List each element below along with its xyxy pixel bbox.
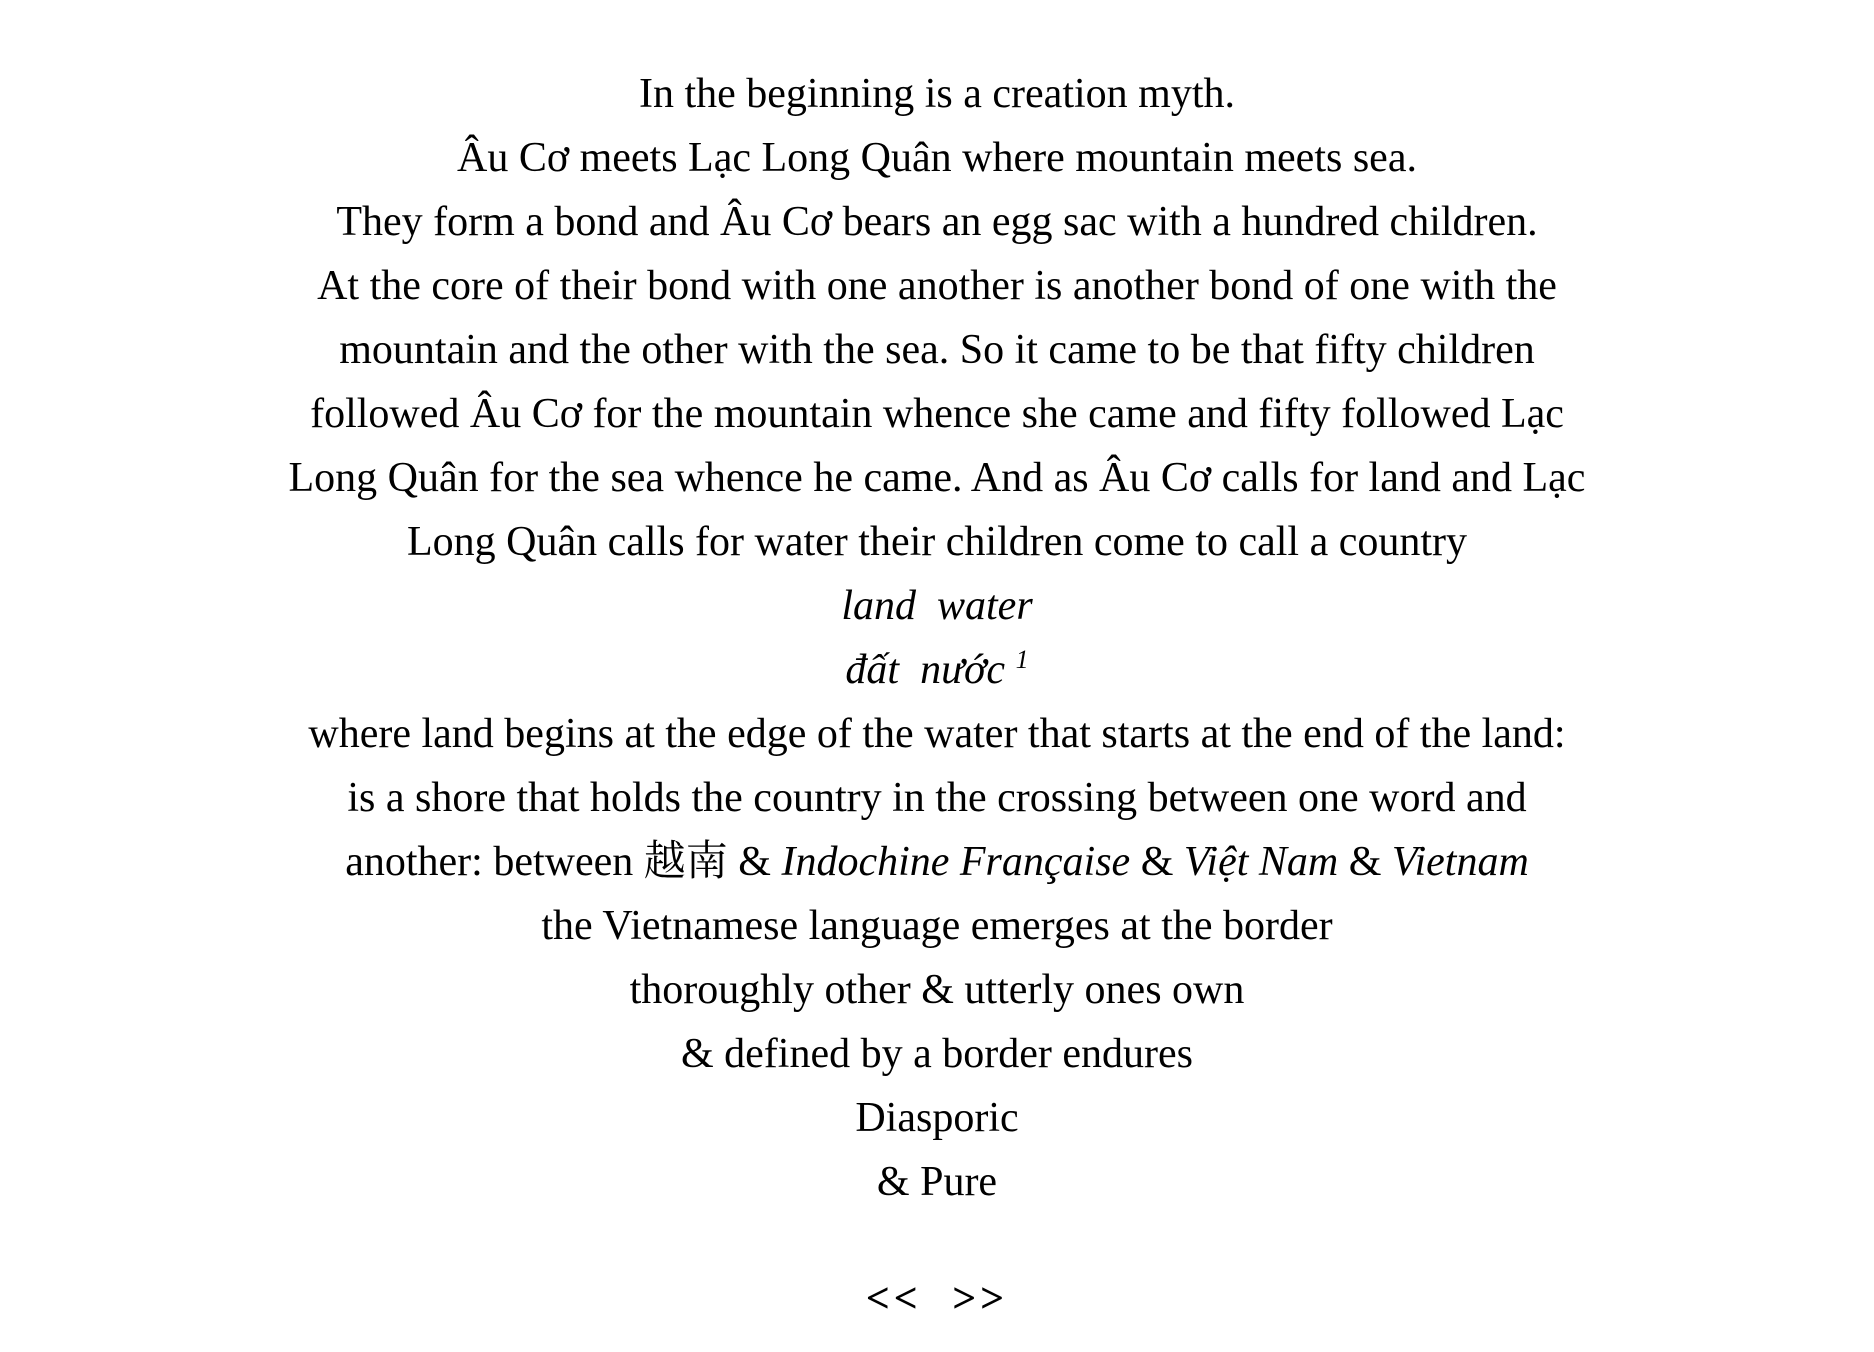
poem-line xyxy=(0,830,1874,894)
poem-line xyxy=(0,894,1874,958)
footnote-marker: 1 xyxy=(1015,645,1029,674)
poem-text-segment: Long Quân calls for water their children come to call a country xyxy=(406,519,1468,565)
poem-text-segment: where land begins at the edge of the water that starts at the end of the land: xyxy=(308,711,1566,757)
poem-text-segment: & xyxy=(1338,839,1392,885)
poem-text-segment: Vietnam xyxy=(1391,839,1529,885)
poem-text-segment: thoroughly other & utterly ones own xyxy=(629,967,1245,1013)
poem-line xyxy=(0,510,1874,574)
poem-line xyxy=(0,446,1874,510)
poem-text-segment: another: between xyxy=(345,839,644,885)
poem-text-segment: Indochine Française xyxy=(781,839,1131,885)
poem-line xyxy=(0,190,1874,254)
poem-text-segment: They form a bond and Âu Cơ bears an egg sac with a hundred children. xyxy=(336,199,1538,245)
poem-line xyxy=(0,1022,1874,1086)
poem-line xyxy=(0,1150,1874,1214)
poem-text-segment: đất nước xyxy=(845,647,1016,693)
poem-text-segment: Âu Cơ meets Lạc Long Quân where mountain meets sea. xyxy=(457,135,1417,181)
poem-text-segment: the Vietnamese language emerges at the border xyxy=(541,903,1333,949)
poem-text-segment: At the core of their bond with one another is another bond of one with the xyxy=(317,263,1557,309)
poem-text-segment: & defined by a border endures xyxy=(681,1031,1193,1077)
poem-text-segment: & xyxy=(1130,839,1184,885)
poem-text-segment: followed Âu Cơ for the mountain whence she came and fifty followed Lạc xyxy=(310,391,1564,437)
poem-line xyxy=(0,126,1874,190)
cjk-vietnam: 越南 xyxy=(643,839,728,885)
poem-line xyxy=(0,382,1874,446)
poem-text-segment: is a shore that holds the country in the crossing between one word and xyxy=(347,775,1527,821)
previous-page-link[interactable]: << xyxy=(865,1276,922,1322)
poem-line xyxy=(0,638,1874,702)
poem-text-segment: Diasporic xyxy=(855,1095,1019,1141)
poem-line xyxy=(0,318,1874,382)
pager xyxy=(0,1267,1874,1331)
poem-text-segment: In the beginning is a creation myth. xyxy=(638,71,1236,117)
poem-text-segment: & xyxy=(727,839,782,885)
poem-line xyxy=(0,702,1874,766)
poem-text-segment: mountain and the other with the sea. So it came to be that fifty children xyxy=(339,327,1535,373)
poem-text-segment: Việt Nam xyxy=(1183,839,1339,885)
poem-line xyxy=(0,574,1874,638)
poem-line xyxy=(0,254,1874,318)
poem-line xyxy=(0,62,1874,126)
poem-line xyxy=(0,958,1874,1022)
poem-line xyxy=(0,1086,1874,1150)
poem-text-segment: Long Quân for the sea whence he came. And as Âu Cơ calls for land and Lạc xyxy=(288,455,1586,501)
poem-text-segment: & Pure xyxy=(876,1159,998,1205)
next-page-link[interactable]: >> xyxy=(952,1276,1009,1322)
poem-text-segment: land water xyxy=(841,583,1033,629)
poem-line xyxy=(0,766,1874,830)
